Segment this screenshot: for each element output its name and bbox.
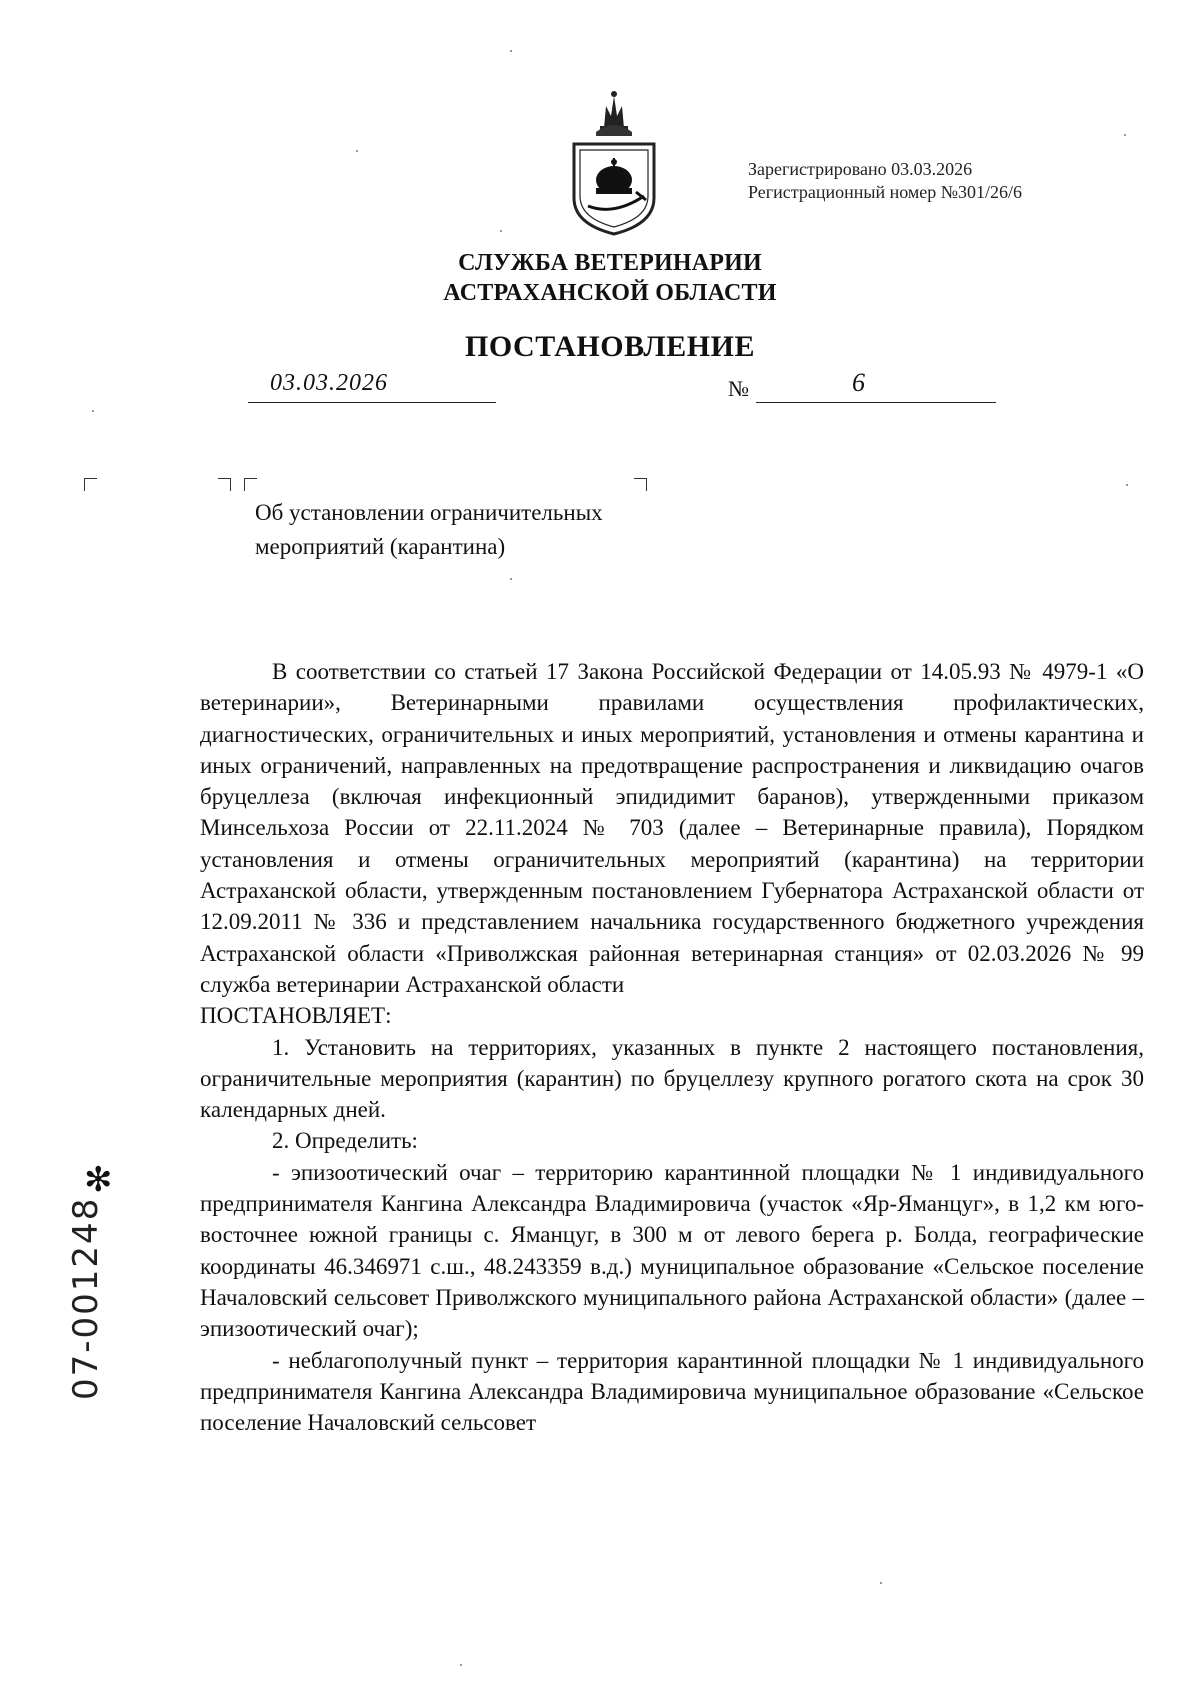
- corner-mark: [634, 478, 647, 491]
- document-date: 03.03.2026: [270, 370, 388, 396]
- registration-stamp: [748, 158, 1022, 204]
- scan-speck: [510, 578, 512, 580]
- coat-of-arms-emblem: [566, 88, 662, 236]
- item-2-paragraph: 2. Определить:: [272, 1128, 418, 1154]
- corner-mark: [244, 478, 257, 491]
- scan-speck: [880, 1582, 882, 1584]
- org-line-2: АСТРАХАНСКОЙ ОБЛАСТИ: [443, 280, 777, 306]
- scan-speck: [92, 410, 94, 412]
- margin-asterisk-mark: ✻: [84, 1160, 113, 1200]
- scan-speck: [510, 50, 512, 52]
- subject-line-1: Об установлении ограничительных: [255, 500, 603, 525]
- number-underline: [756, 368, 996, 403]
- document-type-title: ПОСТАНОВЛЕНИЕ: [465, 330, 755, 363]
- organization-name: [0, 248, 1200, 308]
- decree-word: ПОСТАНОВЛЯЕТ:: [200, 1003, 392, 1029]
- item-2-focus-paragraph: - эпизоотический очаг – территорию карантинной площадки № 1 индивидуального предпринимателя Кангина Александра Владимировича (участок «Яр-Яманцуг», в 1,2 км юго-восточнее южной границы с. Яманцуг, в 300 м от левого берега р. Болда, географические координаты 46.346971 с.ш., 48.243359 в.д.) муниципальное образование «Сельское поселение Началовский сельсовет Приволжского муниципального района Астраханской области» (далее – эпизоотический очаг);: [200, 1159, 1144, 1342]
- item-2-point-paragraph: - неблагополучный пункт – территория карантинной площадки № 1 индивидуального предпринимателя Кангина Александра Владимировича муниципальное образование «Сельское поселение Началовский сельсовет: [200, 1347, 1144, 1436]
- preamble-paragraph: В соответствии со статьей 17 Закона Российской Федерации от 14.05.93 № 4979-1 «О ветеринарии», Ветеринарными правилами осуществления профилактических, диагностических, ограничительных и иных мероприятий, установления и отмены карантина и иных ограничений, направленных на предотвращение распространения и ликвидацию очагов бруцеллеза (включая инфекционный эпидидимит баранов), утвержденными приказом Минсельхоза России от 22.11.2024 № 703 (далее – Ветеринарные правила), Порядком установления и отмены ограничительных мероприятий (карантина) на территории Астраханской области, утвержденным постановлением Губернатора Астраханской области от 12.09.2011 № 336 и представлением начальника государственного бюджетного учреждения Астраханской области «Приволжская районная ветеринарная станция» от 02.03.2026 № 99 служба ветеринарии Астраханской области: [200, 659, 1144, 997]
- corner-mark: [84, 478, 97, 491]
- item-1-paragraph: 1. Установить на территориях, указанных в пункте 2 настоящего постановления, ограничительные мероприятия (карантин) по бруцеллезу крупного рогатого скота на срок 30 календарных дней.: [200, 1034, 1144, 1123]
- registration-date: Зарегистрировано 03.03.2026: [748, 159, 973, 179]
- org-line-1: СЛУЖБА ВЕТЕРИНАРИИ: [458, 250, 762, 276]
- document-number: 6: [852, 368, 865, 397]
- corner-mark: [218, 478, 231, 491]
- scan-speck: [1124, 134, 1126, 136]
- scan-speck: [356, 150, 358, 152]
- subject-line-2: мероприятий (карантина): [255, 534, 506, 559]
- margin-registration-number: 07-001248: [66, 1196, 106, 1400]
- number-sign: №: [728, 376, 749, 401]
- document-body: [200, 656, 1144, 1438]
- registration-number: Регистрационный номер №301/26/6: [748, 182, 1022, 202]
- scan-speck: [1126, 484, 1128, 486]
- document-subject: [255, 496, 603, 564]
- scan-speck: [460, 1664, 462, 1666]
- scan-speck: [500, 230, 502, 232]
